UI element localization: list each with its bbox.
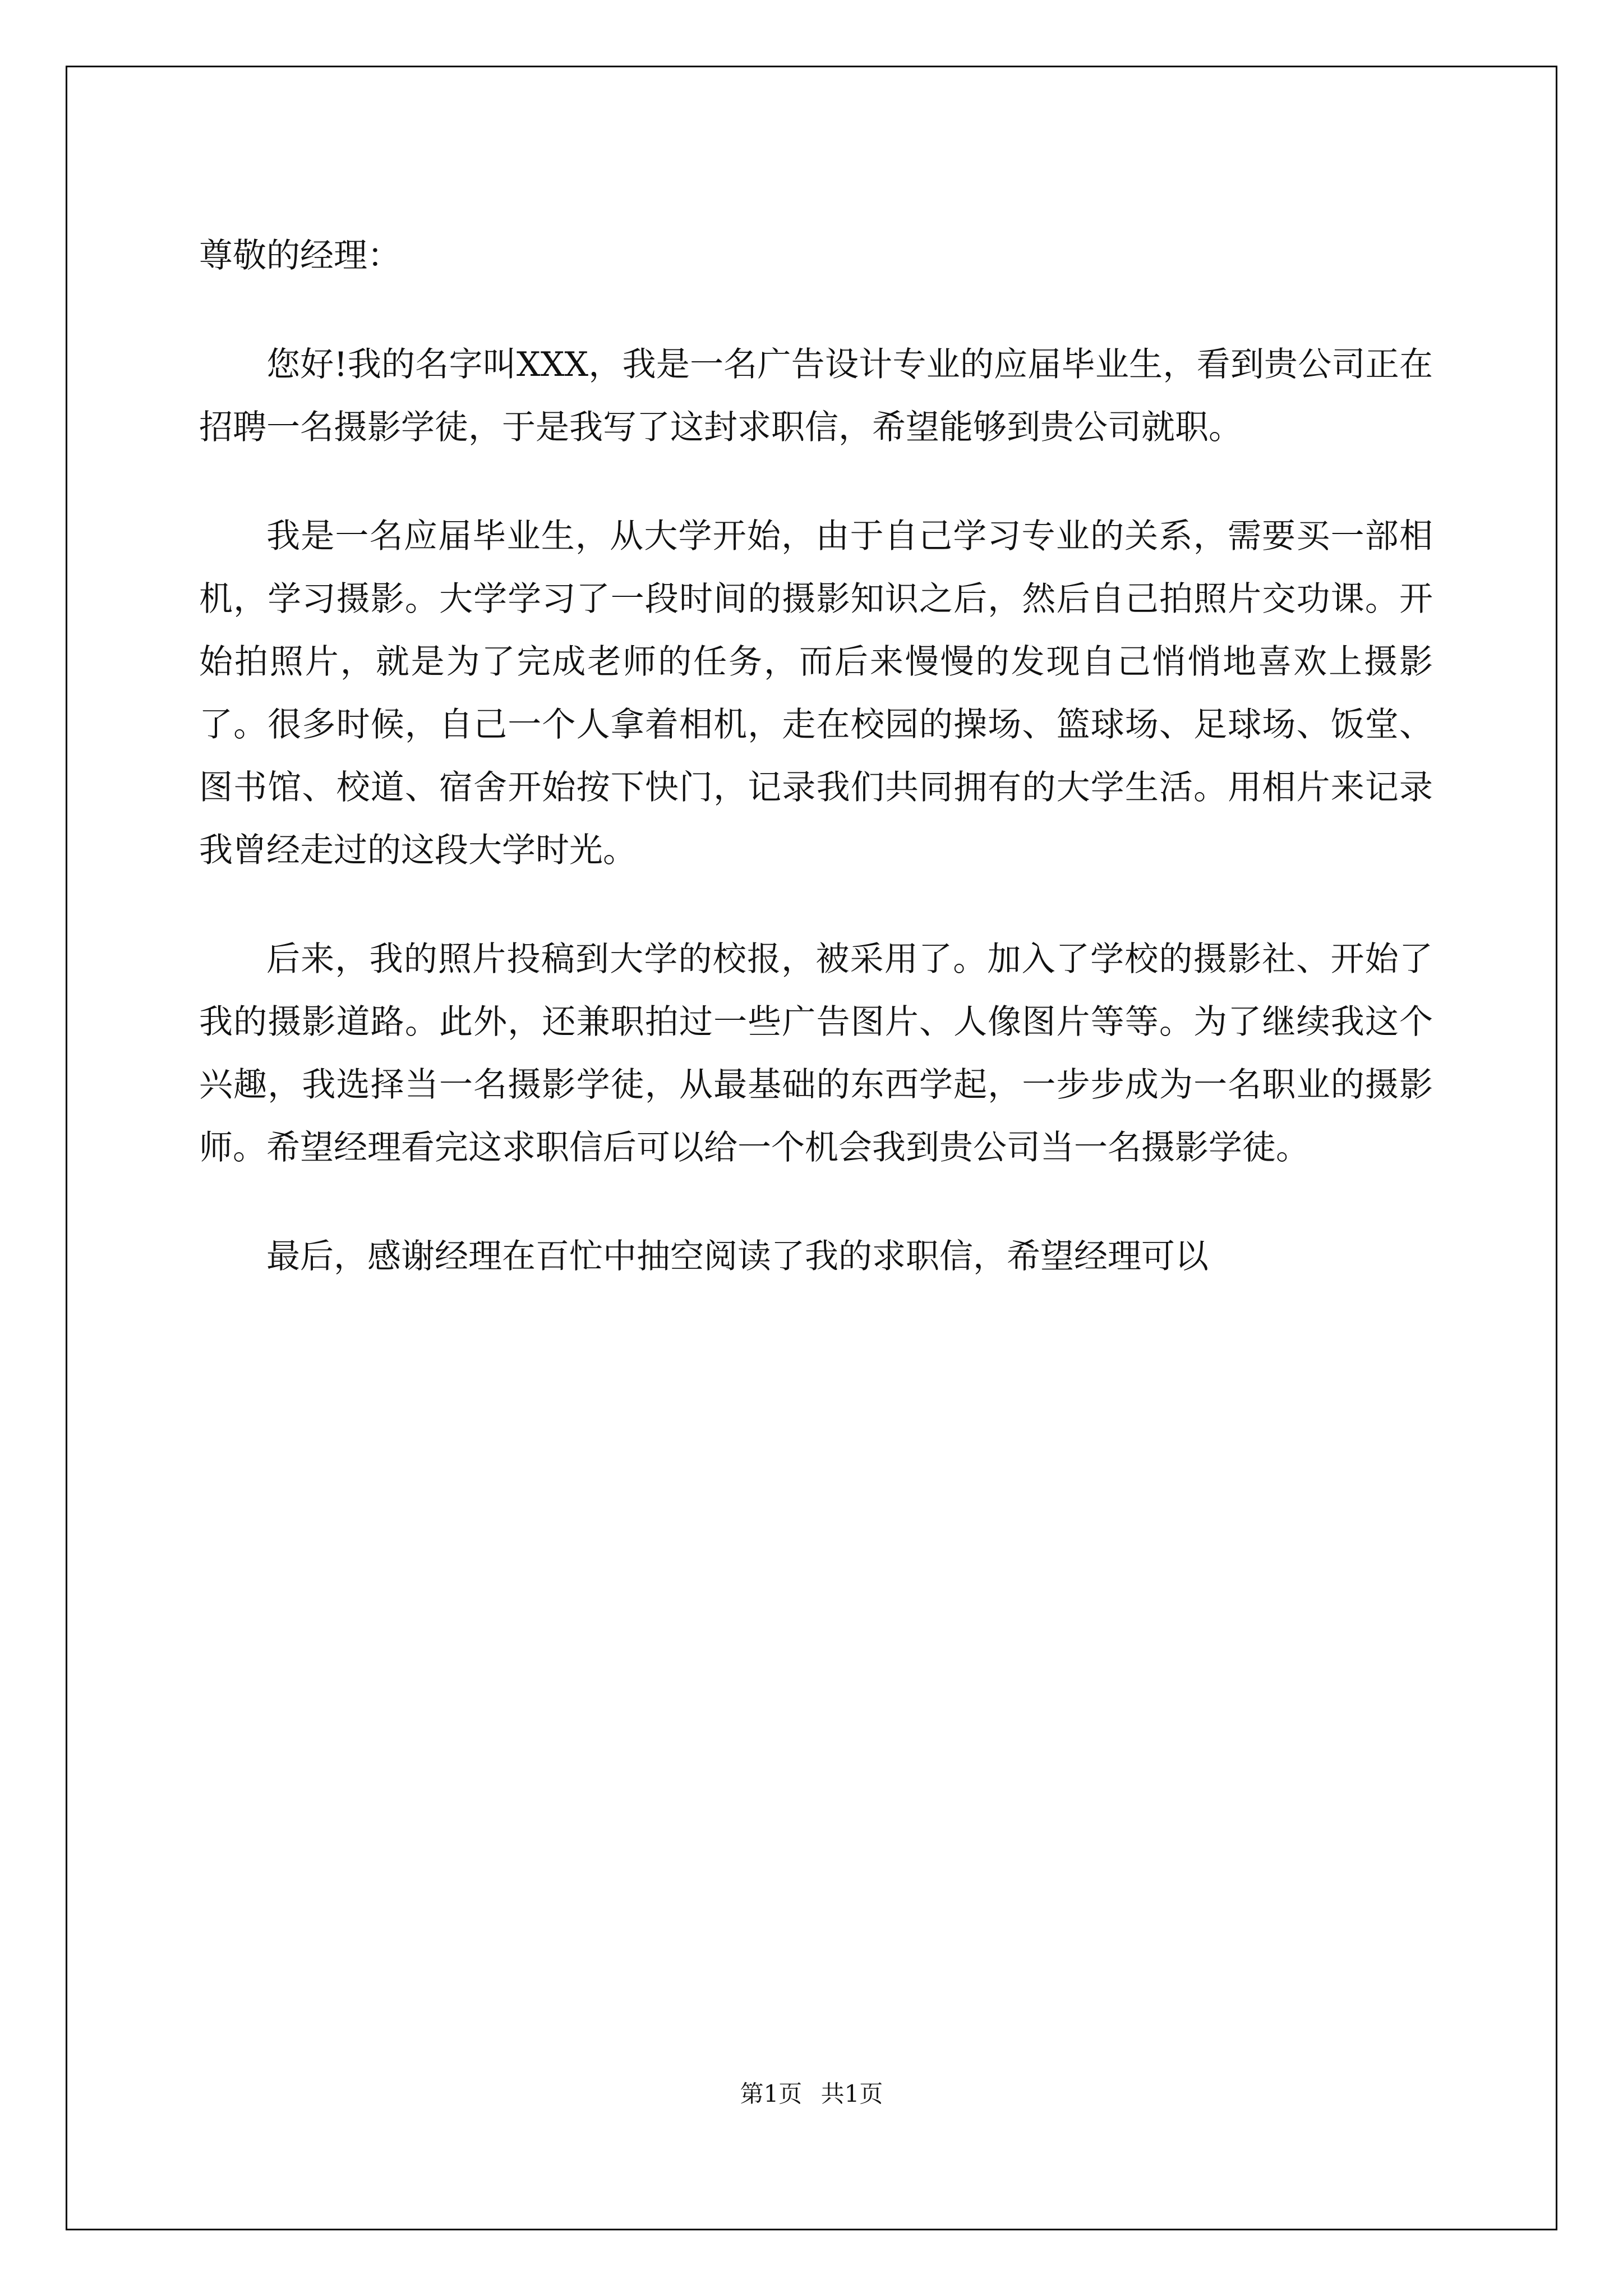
salutation: 尊敬的经理： (199, 236, 401, 275)
paragraph-closing: 最后，感谢经理在百忙中抽空阅读了我的求职信，希望经理可以 (266, 1237, 1209, 1276)
page-footer (0, 2076, 1623, 2109)
page-number: 第1页 (740, 2080, 803, 2108)
paragraph-intro: 您好!我的名字叫XXX，我是一名广告设计专业的应届毕业生，看到贵公司正在招聘一名摄影学徒，于是我写了这封求职信，希望能够到贵公司就职。 (199, 345, 1433, 447)
page-total: 共1页 (820, 2080, 883, 2108)
paragraph-background: 我是一名应届毕业生，从大学开始，由于自己学习专业的关系，需要买一部相机，学习摄影。大学学习了一段时间的摄影知识之后，然后自己拍照片交功课。开始拍照片，就是为了完成老师的任务，而后来慢慢的发现自己悄悄地喜欢上摄影了。很多时候，自己一个人拿着相机，走在校园的操场、篮球场、足球场、饭堂、图书馆、校道、宿舍开始按下快门，记录我们共同拥有的大学生活。用相片来记录我曾经走过的这段大学时光。 (199, 517, 1433, 870)
letter-body (199, 224, 1433, 1334)
paragraph-experience: 后来，我的照片投稿到大学的校报，被采用了。加入了学校的摄影社、开始了我的摄影道路。此外，还兼职拍过一些广告图片、人像图片等等。为了继续我这个兴趣，我选择当一名摄影学徒，从最基础的东西学起，一步步成为一名职业的摄影师。希望经理看完这求职信后可以给一个机会我到贵公司当一名摄影学徒。 (199, 940, 1433, 1167)
